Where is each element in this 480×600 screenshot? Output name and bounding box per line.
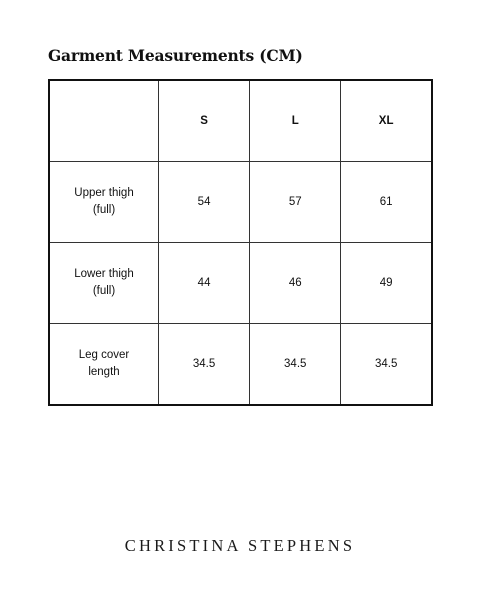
page-title: Garment Measurements (CM) xyxy=(48,46,303,65)
header-empty-cell xyxy=(49,80,159,162)
table-row xyxy=(49,162,432,243)
table-cell: 34.5 xyxy=(341,324,432,406)
row-label-line: Lower thigh xyxy=(74,268,134,280)
header-size-xl: XL xyxy=(341,80,432,162)
table-row xyxy=(49,243,432,324)
row-label xyxy=(49,324,159,406)
row-label xyxy=(49,162,159,243)
row-label-line: (full) xyxy=(92,204,116,216)
table-cell: 34.5 xyxy=(250,324,341,406)
table-cell: 49 xyxy=(341,243,432,324)
header-size-s: S xyxy=(159,80,250,162)
table-cell: 54 xyxy=(159,162,250,243)
row-label-line: Leg cover xyxy=(78,349,130,361)
brand-name: CHRISTINA STEPHENS xyxy=(124,536,356,555)
table-cell: 46 xyxy=(250,243,341,324)
table-cell: 44 xyxy=(159,243,250,324)
row-label xyxy=(49,243,159,324)
row-label-line: length xyxy=(88,366,120,378)
table-header-row xyxy=(49,80,432,162)
table-cell: 61 xyxy=(341,162,432,243)
row-label-line: Upper thigh xyxy=(74,187,134,199)
header-size-l: L xyxy=(250,80,341,162)
table-cell: 34.5 xyxy=(159,324,250,406)
table-row xyxy=(49,324,432,406)
measurements-table xyxy=(48,79,433,406)
row-label-line: (full) xyxy=(92,285,116,297)
table-cell: 57 xyxy=(250,162,341,243)
